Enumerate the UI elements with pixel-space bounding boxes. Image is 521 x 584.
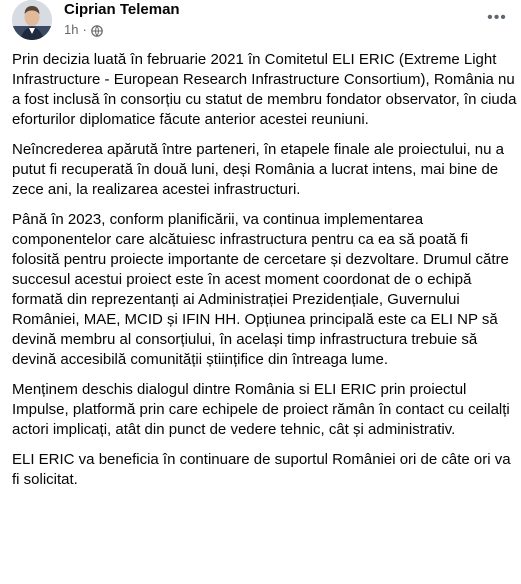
- more-options-button[interactable]: [483, 6, 511, 30]
- avatar[interactable]: [12, 0, 52, 40]
- post-paragraph-3: Până în 2023, conform planificării, va continua implementarea componentelor care alcătuiesc infrastructura pentru ca ea să poată fi folosită pentru proiecte importante de cercetare și dezvoltare. Drumul către succesul acestui proiect este în acest moment coordonat de o echipă formată din reprezentanți ai Administrației Prezidențiale, Guvernului României, MAE, MCID și IFIN HH. Opțiunea principală este ca ELI NP să devină membru al consorțiului, în același timp infrastructura trebuie să devină accesibilă comunității științifice din întreaga lume.: [12, 211, 509, 368]
- avatar-photo: [12, 0, 52, 40]
- post-paragraph-4: Menținem deschis dialogul dintre România si ELI ERIC prin proiectul Impulse, platformă prin care echipele de proiect rămân în contact cu ceilalți actori implicați, atât din punct de vedere tehnic, cât și administrativ.: [12, 381, 510, 438]
- more-options-icon: •••: [487, 9, 507, 26]
- post-paragraph-1: Prin decizia luată în februarie 2021 în Comitetul ELI ERIC (Extreme Light Infrastructure - European Research Infrastructure Consortium), România nu a fost inclusă în consorțiu cu statut de membru fondator observator, în ciuda eforturilor diplomatice făcute anterior acestei reuniuni.: [12, 51, 517, 128]
- post-header: [12, 0, 521, 44]
- meta-separator: ·: [82, 22, 87, 37]
- globe-icon[interactable]: [91, 24, 103, 36]
- post-meta: [64, 21, 103, 39]
- post-paragraph-2: Neîncrederea apărută între parteneri, în etapele finale ale proiectului, nu a putut fi recuperată în două luni, deși România a lucrat intens, mai bine de zece ani, la realizarea acestei infrastructuri.: [12, 141, 504, 198]
- post-timestamp[interactable]: 1h: [64, 22, 79, 37]
- post-paragraph-5: ELI ERIC va beneficia în continuare de suportul României ori de câte ori va fi solicitat.: [12, 451, 511, 488]
- author-name[interactable]: Ciprian Teleman: [64, 1, 180, 18]
- post-body: [12, 50, 518, 500]
